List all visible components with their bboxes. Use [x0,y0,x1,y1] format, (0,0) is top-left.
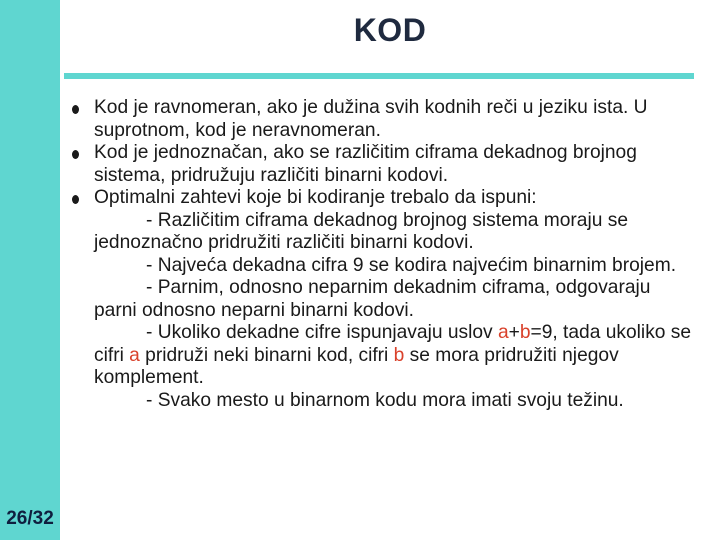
requirement-item [94,210,692,255]
requirement-text: - Svako mesto u binarnom kodu mora imati svoju težinu. [146,389,624,411]
slide-title: KOD [353,12,427,48]
requirement-text: se mora pridružiti njegov komplement. [94,344,619,388]
requirement-item [94,255,692,278]
bullet-dot-icon [72,150,79,159]
slide-number: 26/32 [6,508,54,529]
bullet-dot-icon [72,105,79,114]
requirement-text: - Parnim, odnosno neparnim dekadnim ciframa, odgovaraju parni odnosno neparni binarni kodovi. [94,277,651,321]
requirement-text: =9, tada ukoliko se cifri [94,322,692,366]
plus-sign: + [508,322,520,343]
requirement-text: pridruži neki binarni kod, cifri [139,344,394,366]
requirement-text: - Različitim ciframa dekadnog brojnog sistema moraju se jednoznačno pridružiti različiti binarni kodovi. [94,209,629,253]
bullet-item [72,187,692,412]
bullet-text: Kod je jednoznačan, ako se različitim ciframa dekadnog brojnog sistema, pridružuju različiti binarni kodovi. [94,142,637,186]
requirement-text: - Najveća dekadna cifra 9 se kodira najvećim binarnim brojem. [146,254,677,276]
bullet-dot-icon [72,195,79,204]
variable-b: b [393,344,405,366]
bullet-text: Kod je ravnomeran, ako je dužina svih kodnih reči u jeziku ista. U suprotnom, kod je neravnomeran. [94,97,648,141]
requirement-item [94,390,692,413]
slide-sidebar-band [0,0,60,540]
variable-a: a [497,322,509,343]
requirement-text: - Ukoliko dekadne cifre ispunjavaju uslov [146,322,498,343]
variable-b: b [519,322,531,343]
bullet-item [72,97,692,142]
title-divider [64,73,694,79]
bullet-text: Optimalni zahtevi koje bi kodiranje trebalo da ispuni: [94,187,537,208]
variable-a: a [129,344,140,366]
requirement-item [94,277,692,322]
bullet-item [72,142,692,187]
slide-content [72,97,692,412]
requirement-item [94,322,692,390]
